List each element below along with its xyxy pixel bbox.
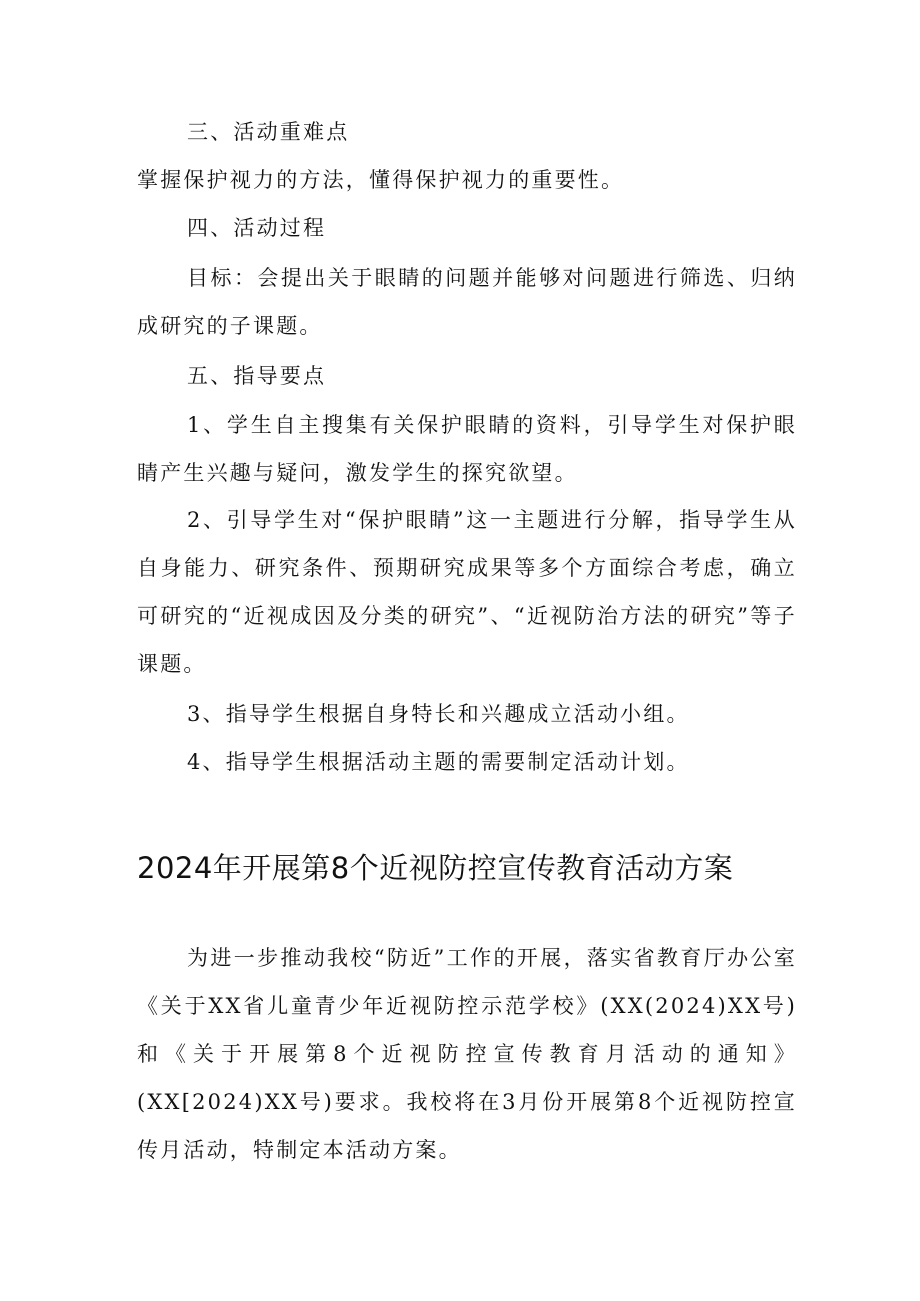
paragraph-intro: 为进一步推动我校“防近”工作的开展，落实省教育厅办公室《关于XX省儿童青少年近视防控示范学校》(XX(2024)XX号)和《关于开展第8个近视防控宣传教育月活动的通知》(XX[2024)XX号)要求。我校将在3月份开展第8个近视防控宣传月活动，特制定本活动方案。 xyxy=(137,946,797,1162)
guidance-point-1: 1、学生自主搜集有关保护眼睛的资料，引导学生对保护眼睛产生兴趣与疑问，激发学生的探究欲望。 xyxy=(137,413,797,485)
paragraph-goal: 目标：会提出关于眼睛的问题并能够对问题进行筛选、归纳成研究的子课题。 xyxy=(137,266,797,338)
paragraph-key-points: 掌握保护视力的方法，懂得保护视力的重要性。 xyxy=(137,168,625,192)
heading-activity-process: 四、活动过程 xyxy=(187,216,327,240)
heading-key-difficulties: 三、活动重难点 xyxy=(187,120,350,144)
guidance-point-4: 4、指导学生根据活动主题的需要制定活动计划。 xyxy=(187,750,690,774)
heading-guidance-points: 五、指导要点 xyxy=(187,364,327,388)
document-title: 2024年开展第8个近视防控宣传教育活动方案 xyxy=(137,851,734,885)
guidance-point-3: 3、指导学生根据自身特长和兴趣成立活动小组。 xyxy=(187,702,690,726)
guidance-point-2: 2、引导学生对“保护眼睛”这一主题进行分解，指导学生从自身能力、研究条件、预期研究成果等多个方面综合考虑，确立可研究的“近视成因及分类的研究”、“近视防治方法的研究”等子课题。 xyxy=(137,508,797,676)
